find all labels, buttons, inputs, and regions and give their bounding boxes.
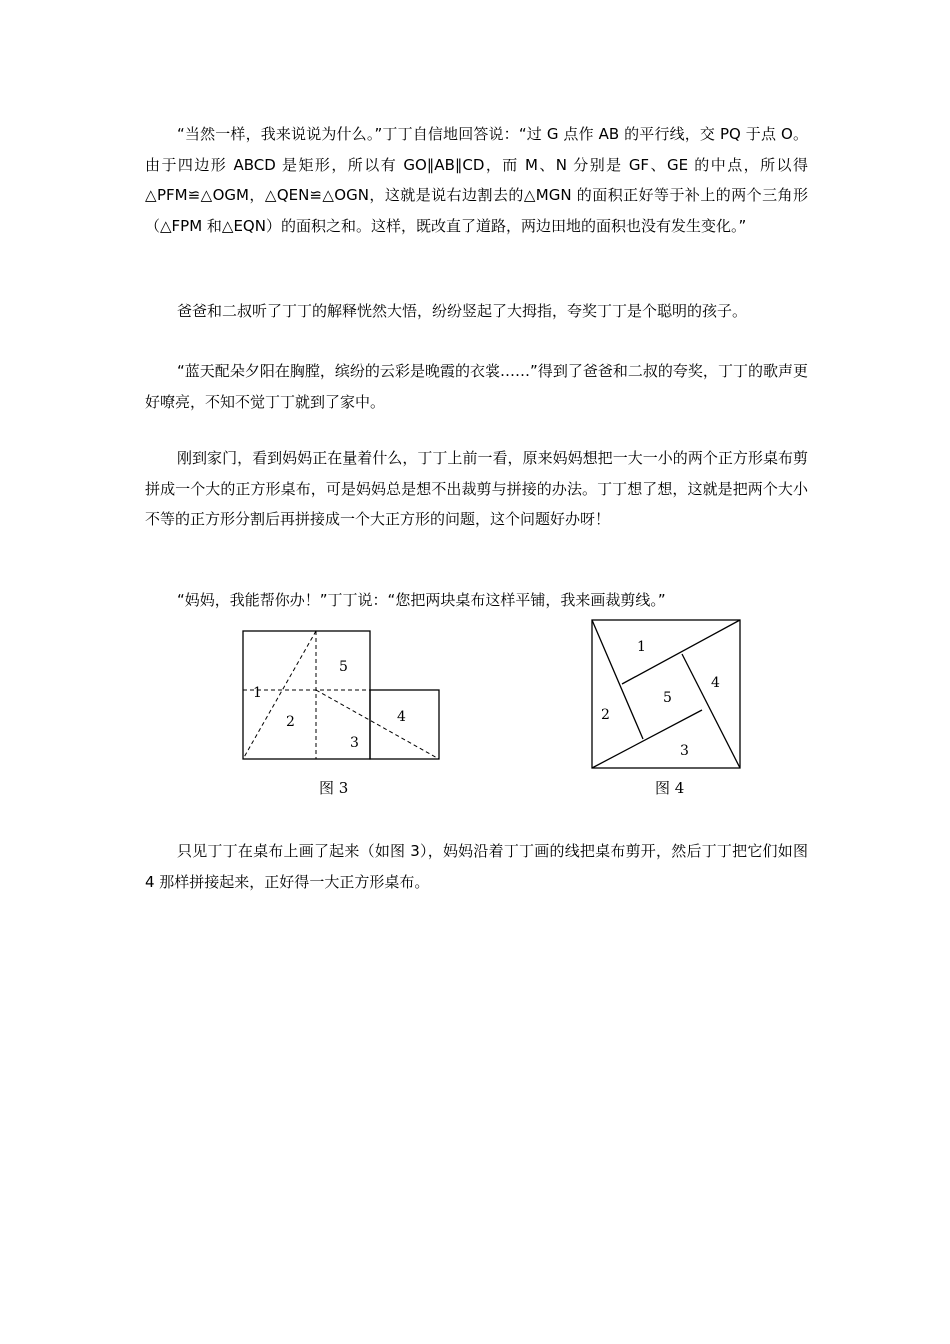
paragraph-explanation: “当然一样，我来说说为什么。”丁丁自信地回答说：“过 G 点作 AB 的平行线，交 PQ 于点 O。由于四边形 ABCD 是矩形，所以有 GO∥AB∥CD，而 M、N 分别是 GF、GE 的中点，所以得△PFM≌△OGM，△QEN≌△OGN，这就是说右边割去的△MGN 的面积正好等于补上的两个三角形（△FPM 和△EQN）的面积之和。这样，既改直了道路，两边田地的面积也没有发生变化。” xyxy=(145,125,808,235)
fig3-label-1: 1 xyxy=(253,685,262,701)
fig4-label-2: 2 xyxy=(601,707,610,723)
fig4-label-4: 4 xyxy=(711,675,720,691)
fig4-label-3: 3 xyxy=(680,743,689,759)
figure-3-diagram xyxy=(240,626,444,764)
fig4-label-5: 5 xyxy=(663,690,672,706)
paragraph-result: 只见丁丁在桌布上画了起来（如图 3），妈妈沿着丁丁画的线把桌布剪开，然后丁丁把它们如图 4 那样拼接起来，正好得一大正方形桌布。 xyxy=(145,842,808,891)
paragraph-tablecloth: 刚到家门，看到妈妈正在量着什么，丁丁上前一看，原来妈妈想把一大一小的两个正方形桌布剪拼成一个大的正方形桌布，可是妈妈总是想不出裁剪与拼接的办法。丁丁想了想，这就是把两个大小不等的正方形分割后再拼接成一个大正方形的问题，这个问题好办呀！ xyxy=(145,449,808,528)
fig3-label-2: 2 xyxy=(286,714,295,730)
cut-line-left xyxy=(592,620,643,739)
fig3-label-4: 4 xyxy=(397,709,406,725)
figure-4-caption: 图 4 xyxy=(655,779,685,797)
fig3-label-5: 5 xyxy=(339,659,348,675)
figure-3-caption: 图 3 xyxy=(319,779,349,797)
paragraph-praise: 爸爸和二叔听了丁丁的解释恍然大悟，纷纷竖起了大拇指，夸奖丁丁是个聪明的孩子。 xyxy=(177,302,748,320)
paragraph-song: “蓝天配朵夕阳在胸膛，缤纷的云彩是晚霞的衣裳……”得到了爸爸和二叔的夸奖，丁丁的歌声更好嘹亮，不知不觉丁丁就到了家中。 xyxy=(145,362,808,411)
figure-4-diagram xyxy=(588,616,744,772)
fig4-label-1: 1 xyxy=(637,639,646,655)
paragraph-offer-help: “妈妈，我能帮你办！”丁丁说：“您把两块桌布这样平铺，我来画裁剪线。” xyxy=(177,591,666,609)
fig3-label-3: 3 xyxy=(350,735,359,751)
cut-line-diagonal-right xyxy=(316,690,439,759)
cut-line-right xyxy=(682,654,740,768)
